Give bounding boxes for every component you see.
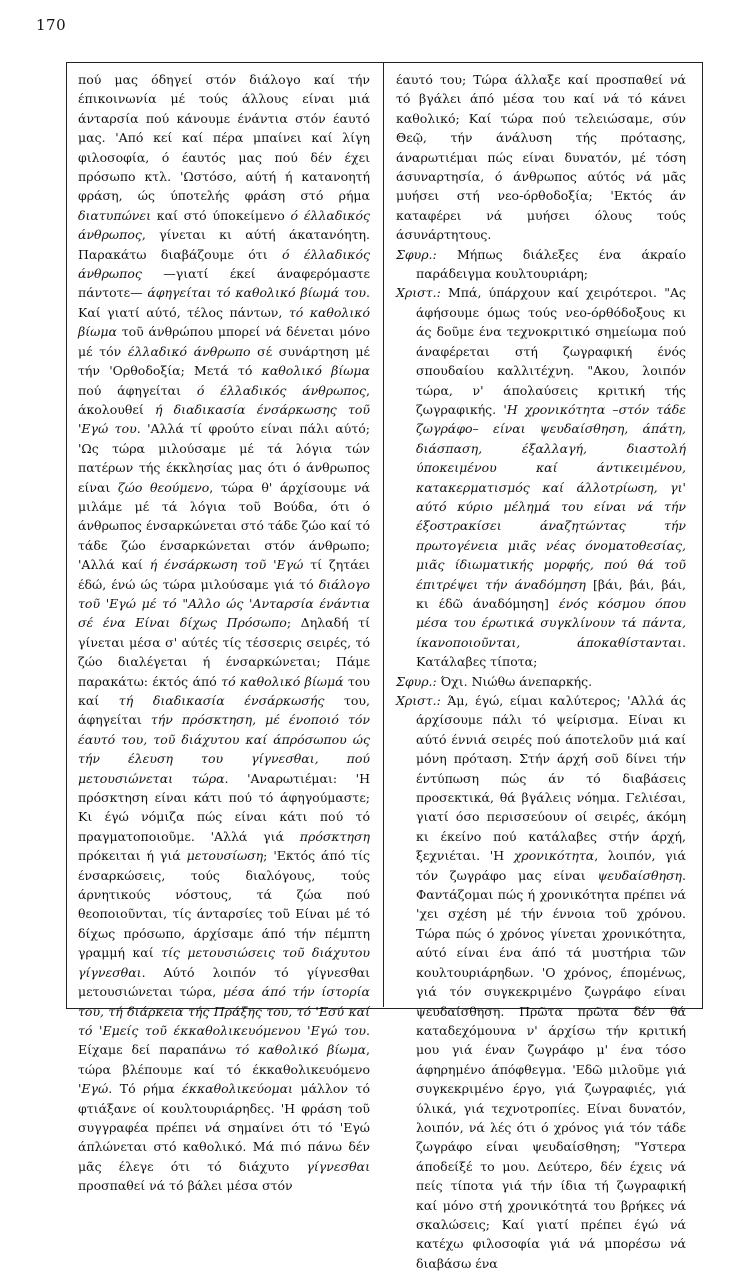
text-run: ; 'Εκτός άπό τίς ένσαρκώσεις, τούς διαλόγους, τούς άρνητικούς νόστους, τά ζώα πού θεοποιοῦνται, τίς άνταρσίες τοῦ Είναι μέ τό δίχως πρόσωπο, άρχίσαμε άπό τήν πέμπτη γραμμή καί: [78, 848, 370, 961]
text-run: έκκαθολικεύομαι: [182, 1081, 293, 1097]
text-run: τήν πρόσκτηση, μέ ένοποιό τόν έαυτό του, τοῦ διάχυτου καί άπρόσωπου ώς τήν έλευση του γίγνεσθαι, πού μετουσιώνεται τώρα: [78, 712, 370, 786]
text-run: , τώρα βλέπουμε καί τό έκκαθολικευόμενο: [78, 1042, 370, 1077]
text-run: . 'Αναρωτιέμαι: 'Η πρόσκτηση είναι κάτι πού τό άφηγούμαστε; Κι έγώ νόμιζα πώς είναι κάτι πού τό πραγματοποιοῦμε. 'Αλλά γιά: [78, 770, 370, 844]
text-run: πρόσκτηση: [299, 828, 370, 844]
text-run: ψευδαίσθηση: [597, 867, 683, 883]
text-run: διάλογο τοῦ 'Εγώ μέ τό "Αλλο ώς 'Ανταρσία ένάντια σέ ένα Είναι δίχως Πρόσωπο: [78, 576, 370, 631]
text-run: μέσα άπό τήν ίστορία του, τή διάρκεια τής Πράξης του, τό 'Εσύ καί τό 'Εμείς τοῦ έκκαθολικευόμενου 'Εγώ του: [78, 984, 370, 1038]
text-run: πρόκειται ή γιά: [78, 848, 187, 864]
speaker-label: Σφυρ.:: [396, 673, 437, 689]
paragraph: [396, 245, 686, 284]
text-run: τό καθολικό βίωμα: [78, 304, 370, 340]
text-run: τί ζητάει έδώ, ένώ ώς τώρα μιλούσαμε γιά τό: [78, 557, 371, 592]
text-run: . Καί γιατί αύτό, τέλος πάντων,: [78, 285, 371, 320]
text-run: , λοιπόν, γιά τόν ζωγράφο μας είναι: [416, 848, 686, 883]
text-run: . Τό ρήμα: [108, 1081, 183, 1097]
text-run: ή ένσάρκωση τοῦ 'Εγώ: [149, 557, 304, 573]
text-run: . Φαντάζομαι πώς ή χρονικότητα πρέπει νά 'χει σχέση μέ τήν έννοια τοῦ χρόνου. Τώρα πώς ό χρόνος γίνεται χρονικότητα, αύτό είναι ένα άπό τά μυστήρια τῶν κουλτουριάρηδων. 'Ο χρόνος, έπομένως, γιά τόν συγκεκριμένο ζωγράφο είναι ψευδαίσθηση. Πρῶτα πρῶτα δέν θά καταδεχόμουνα ν' άρχίσω τήν κριτική μου γιά έναν ζωγράφο μ' ένα τόσο άφηρημένο άπόφθεγμα. 'Εδῶ μιλοῦμε γιά συγκεκριμένο έργο, γιά ζωγραφιές, γιά ύλικά, γιά τεχνοτροπίες. Είναι δυνατόν, λοιπόν, νά λές ότι ό χρόνος γιά τόν τάδε ζωγράφο είναι ψευδαίσθηση; "Υστερα άποδείξέ το μου. Δεύτερο, δέν έχεις νά πείς τίποτα γιά τήν ίδια τή ζωγραφική καί μόνο στή χρονικότητά του βρήκες νά σκαλώσεις; Καί γιατί πρέπει έγώ νά κατέχω φιλοσοφία γιά νά μπορέσω νά διαβάσω ένα: [416, 867, 686, 1271]
text-run: 'Η χρονικότητα –στόν τάδε ζωγράφο– είναι ψευδαίσθηση, άπάτη, διάσπαση, έξαλλαγή, διαστολή ύποκειμένου καί άντικειμένου, κατακερματισμός καί άλλοτρίωση, γι' αύτό κύριο μέλημά του είναι νά τήν έξοστρακίσει άναζητώντας τήν πρωτογένεια μιᾶς νέας όνοματοθεσίας, μιᾶς ίδιωματικής μορφής, πού θά τοῦ έπιτρέψει τήν άναδόμηση: [416, 401, 686, 592]
column-divider: [383, 62, 384, 1007]
text-run: ; Δηλαδή τί γίνεται μέσα σ' αύτές τίς τέσσερις σειρές, τό ζώο διαλέγεται ή ένσαρκώνεται; Πάμε παρακάτω: έκτός άπό: [78, 615, 370, 689]
text-run: χρονικότητα: [513, 848, 595, 864]
paragraph: [396, 691, 686, 1273]
text-run: τό καθολικό βίωμα: [234, 1042, 367, 1058]
text-run: . Είχαμε δεί παραπάνω: [78, 1022, 370, 1058]
text-run: έαυτό του; Τώρα άλλαξε καί προσπαθεί νά τό βγάλει άπό μέσα του καί νά τό κάνει καθολικό; Καί τώρα πού τελειώσαμε, σύν Θεῷ, τήν άνάλυση τής πρότασης, άναρωτιέμαι πώς είναι δυνατόν, μέ τόση άσυναρτησία, ό άνθρωπος αύτός νά μᾶς μυήσει στή νεο-όρθοδοξία; 'Εκτός άν καταφέρει νά μυήσει όλους τούς άσυνάρτητους.: [396, 72, 686, 243]
speaker-label: Χριστ.:: [396, 285, 441, 301]
text-run: Μπά, ύπάρχουν καί χειρότεροι. "Ας άφήσουμε όμως τούς νεο-όρθόδοξους κι άς δοῦμε ένα τεχνοκριτικό σημείωμα πού άναφέρεται στή ζωγραφική ένός σπουδαίου καλλιτέχνη. "Ακου, λοιπόν τώρα, ν' άπολαύσεις κριτική τής ζωγραφικής.: [416, 285, 686, 417]
paragraph: [396, 70, 686, 245]
text-run: άφηγείται τό καθολικό βίωμά του: [147, 285, 367, 301]
speaker-label: Χριστ.:: [396, 693, 441, 708]
text-run: μάλλον τό φτιάξανε οί κουλτουριάρηδες. 'Η φράση τοῦ συγγραφέα πρέπει νά σημαίνει ότι τό 'Εγώ άπλώνεται στό καθολικό. Μά πιό πάνω δέν μᾶς έλεγε ότι τό διάχυτο: [78, 1081, 370, 1174]
text-run: του, άφηγείται: [78, 693, 370, 728]
paragraph: [78, 70, 370, 1196]
text-run: ό έλλαδικός άνθρωπος: [78, 246, 370, 282]
paragraph: [396, 283, 686, 671]
text-run: ό έλλαδικός άνθρωπος: [196, 382, 367, 398]
text-run: καθολικό βίωμα: [261, 363, 370, 379]
speaker-label: Σφυρ.:: [396, 246, 437, 262]
right-column: [396, 70, 686, 1273]
text-run: ή διαδικασία ένσάρκωσης τοῦ 'Εγώ του: [78, 401, 370, 437]
text-run: —γιατί έκεί άναφερόμαστε πάντοτε—: [78, 266, 370, 301]
text-run: τή διαδικασία ένσάρκωσής: [118, 693, 325, 708]
text-run: πού μας όδηγεί στόν διάλογο καί τήν έπικοινωνία μέ τούς άλλους είναι μιά άνταρσία πού κάνουμε ένάντια στόν έαυτό μας. 'Από κεί καί πέρα μπαίνει καί λίγη φιλοσοφία, ό έαυτός μας πού δέν έχει πρόσωπο κτλ. 'Ωστόσο, αύτή ή κατανοητή φράση, ώς ύποτελής φράση στό ρήμα: [78, 72, 370, 204]
text-run: τό καθολικό βίωμά: [221, 673, 344, 689]
text-run: . Αύτό λοιπόν τό γίγνεσθαι μετουσιώνεται τώρα,: [78, 964, 370, 1000]
text-run: του καί: [78, 673, 371, 708]
text-run: ένός κόσμου όπου μέσα του έρωτικά συγκλίνουν τά πάντα, ίκανοποιοῦνται, άποκαθίστανται: [416, 595, 686, 650]
paragraph: [396, 672, 686, 691]
text-run: διατυπώνει: [78, 207, 151, 223]
text-run: μετουσίωση: [186, 848, 264, 864]
text-run: , άκολουθεί: [78, 382, 370, 417]
text-run: προσπαθεί νά τό βάλει μέσα στόν: [78, 1178, 293, 1194]
text-run: , γίνεται κι αύτή άκατανόητη. Παρακάτω διαβάζουμε ότι: [78, 227, 370, 262]
text-run: , τώρα θ' άρχίσουμε νά μιλάμε μέ τά λόγια τοῦ Βούδα, ότι ό άνθρωπος ένσαρκώνεται στό τάδε ζώο καί τό τάδε ζώο ένσαρκώνεται στόν άνθρωπο; 'Αλλά καί: [78, 479, 371, 573]
text-run: καί στό ύποκείμενο: [151, 207, 291, 223]
text-run: Μήπως διάλεξες ένα άκραίο παράδειγμα κουλτουριάρη;: [416, 246, 686, 282]
text-run: έλλαδικό άνθρωπο: [127, 343, 251, 359]
text-run: ό έλλαδικός άνθρωπος: [78, 207, 370, 243]
text-run: [βάι, βάι, βάι, κι έδῶ άναδόμηση]: [416, 576, 686, 611]
text-run: Άμ, έγώ, είμαι καλύτερος; 'Αλλά άς άρχίσουμε πάλι τό ψείρισμα. Είναι κι αύτό έννιά σειρές πού άποτελοῦν μιά καί μόνη πρόταση. Στήν άρχή σοῦ δίνει τήν έντύπωση πώς άν τό διαβάσεις προσεκτικά, θά βγάλεις νόημα. Γελιέσαι, γιατί όσο περισσεύουν οί σειρές, άκόμη κι έκείνο πού κατάλαβες στήν άρχή, ξεχνιέται. 'Η: [416, 693, 686, 864]
text-run: . 'Αλλά τί φρούτο είναι πάλι αύτό; 'Ως τώρα μιλούσαμε μέ τά λόγια τών πατέρων τής έκκλησίας μας ότι ό άνθρωπος είναι: [78, 421, 370, 495]
left-column: [78, 70, 370, 1196]
text-run: τίς μετουσιώσεις τοῦ διάχυτου γίγνεσθαι: [78, 945, 370, 980]
page-number: 170: [36, 16, 67, 34]
text-run: Όχι. Νιώθω άνεπαρκής.: [436, 673, 593, 689]
text-run: τοῦ άνθρώπου μπορεί νά δένεται μόνο μέ τόν: [78, 324, 370, 359]
text-run: ζώο θεούμενο: [117, 479, 210, 495]
text-run: σέ συνάρτηση μέ τήν 'Ορθοδοξία; Μετά τό: [78, 343, 370, 379]
text-run: πού άφηγείται: [78, 382, 197, 398]
text-run: γίγνεσθαι: [306, 1158, 370, 1174]
text-run: . Κατάλαβες τίποτα;: [416, 634, 686, 670]
text-run: 'Εγώ: [78, 1081, 109, 1097]
